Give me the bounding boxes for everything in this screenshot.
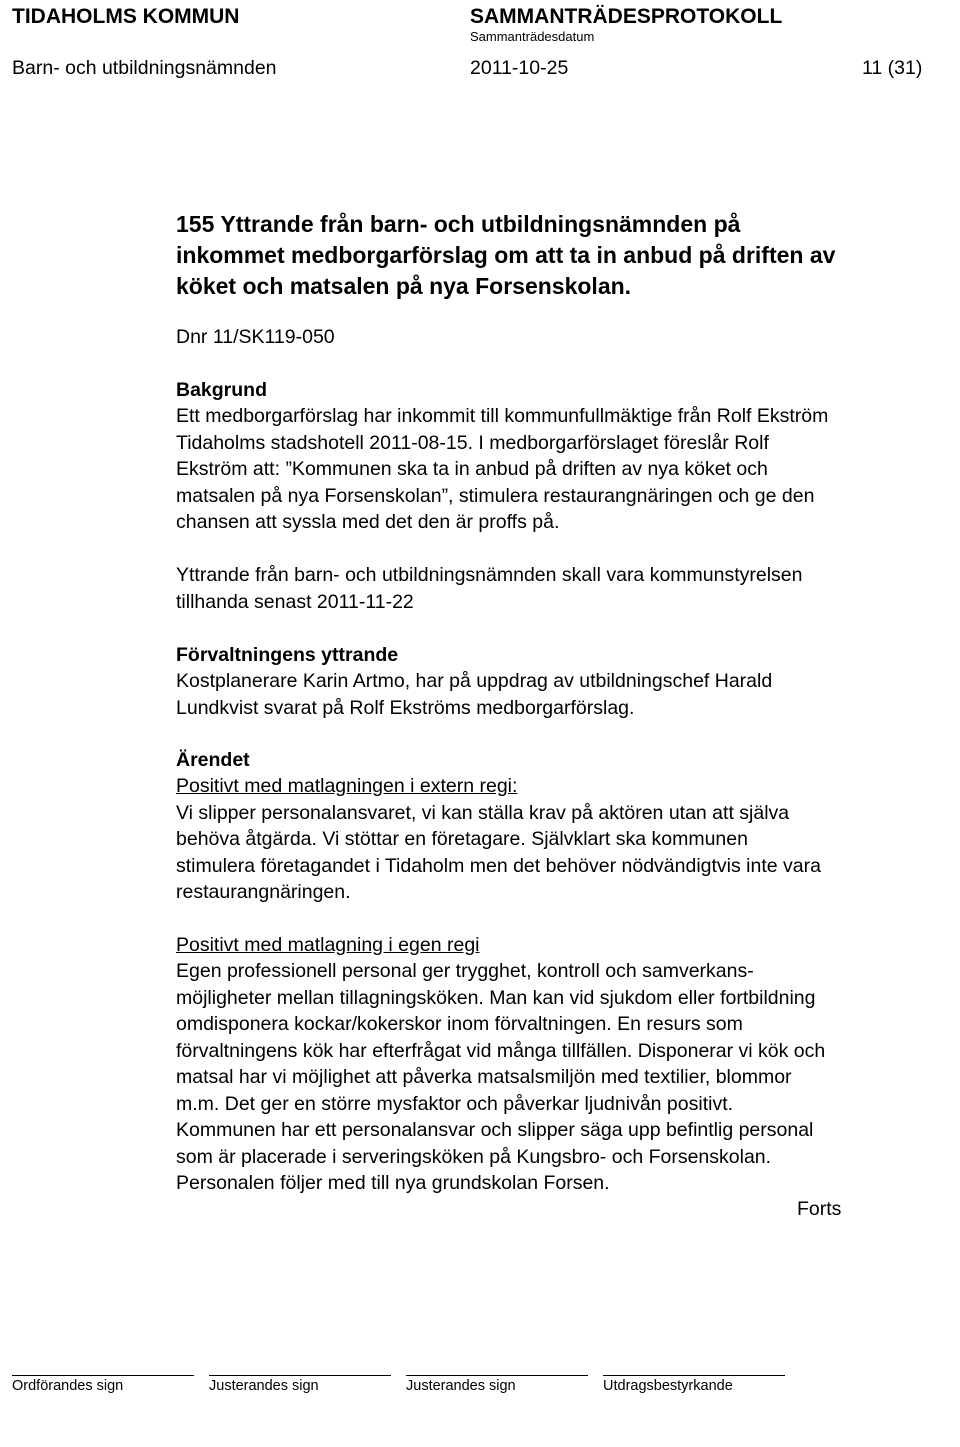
text-line: förvaltningens kök har efterfrågat vid många tillfällen. Disponerar vi kök och — [176, 1040, 826, 1062]
text-line: tillhanda senast 2011-11-22 — [176, 591, 414, 613]
text-line: möjligheter mellan tillagningsköken. Man kan vid sjukdom eller fortbildning — [176, 987, 816, 1009]
document-type: SAMMANTRÄDESPROTOKOLL — [470, 5, 783, 28]
page-number: 11 (31) — [862, 57, 923, 79]
text-line: Tidaholms stadshotell 2011-08-15. I medborgarförslaget föreslår Rolf — [176, 432, 769, 454]
diary-number: Dnr 11/SK119-050 — [176, 326, 335, 348]
text-line: Personalen följer med till nya grundskolan Forsen. — [176, 1172, 610, 1194]
text-line: stimulera företagandet i Tidaholm men det behöver nödvändigtvis inte vara — [176, 855, 821, 877]
section-title-line: 155 Yttrande från barn- och utbildningsnämnden på — [176, 211, 741, 237]
section-title-line: inkommet medborgarförslag om att ta in anbud på driften av — [176, 242, 836, 268]
text-line: som är placerade i serveringsköken på Kungsbro- och Forsenskolan. — [176, 1146, 772, 1168]
text-line: restaurangnäringen. — [176, 881, 351, 903]
text-line: matsal har vi möjlighet att påverka matsalsmiljön med textilier, blommor — [176, 1066, 792, 1088]
text-line: Lundkvist svarat på Rolf Ekströms medborgarförslag. — [176, 697, 635, 719]
text-line: Ekström att: ”Kommunen ska ta in anbud på driften av nya köket och — [176, 458, 768, 480]
administration-heading: Förvaltningens yttrande — [176, 644, 399, 666]
text-line: m.m. Det ger en större mysfaktor och påverkar ljudnivån positivt. — [176, 1093, 734, 1115]
adjuster-signature: Justerandes sign — [209, 1378, 391, 1394]
text-line: chansen att syssla med det den är proffs på. — [176, 511, 560, 533]
internal-subheading: Positivt med matlagning i egen regi — [176, 934, 480, 956]
municipality-name: TIDAHOLMS KOMMUN — [12, 5, 240, 28]
text-line: behöva åtgärda. Vi stöttar en företagare. Självklart ska kommunen — [176, 828, 748, 850]
continued-label: Forts — [797, 1198, 842, 1220]
section-title-line: köket och matsalen på nya Forsenskolan. — [176, 273, 632, 299]
text-line: omdisponera kockar/kokerskor inom förvaltningen. En resurs som — [176, 1013, 743, 1035]
date-label: Sammanträdesdatum — [470, 29, 595, 44]
background-heading: Bakgrund — [176, 379, 268, 401]
text-line: Yttrande från barn- och utbildningsnämnden skall vara kommunstyrelsen — [176, 564, 803, 586]
text-line: Ett medborgarförslag har inkommit till kommunfullmäktige från Rolf Ekström — [176, 405, 829, 427]
extract-certification: Utdragsbestyrkande — [603, 1378, 785, 1394]
matter-heading: Ärendet — [176, 749, 250, 771]
text-line: Egen professionell personal ger trygghet, kontroll och samverkans- — [176, 960, 754, 982]
meeting-date: 2011-10-25 — [470, 57, 569, 79]
text-line: Kommunen har ett personalansvar och slipper säga upp befintlig personal — [176, 1119, 814, 1141]
text-line: Kostplanerare Karin Artmo, har på uppdrag av utbildningschef Harald — [176, 670, 773, 692]
chairman-signature: Ordförandes sign — [12, 1378, 194, 1394]
text-line: Vi slipper personalansvaret, vi kan ställa krav på aktören utan att själva — [176, 802, 790, 824]
committee-name: Barn- och utbildningsnämnden — [12, 57, 277, 79]
text-line: matsalen på nya Forsenskolan”, stimulera restaurangnäringen och ge den — [176, 485, 815, 507]
adjuster-signature: Justerandes sign — [406, 1378, 588, 1394]
external-subheading: Positivt med matlagningen i extern regi: — [176, 775, 518, 797]
